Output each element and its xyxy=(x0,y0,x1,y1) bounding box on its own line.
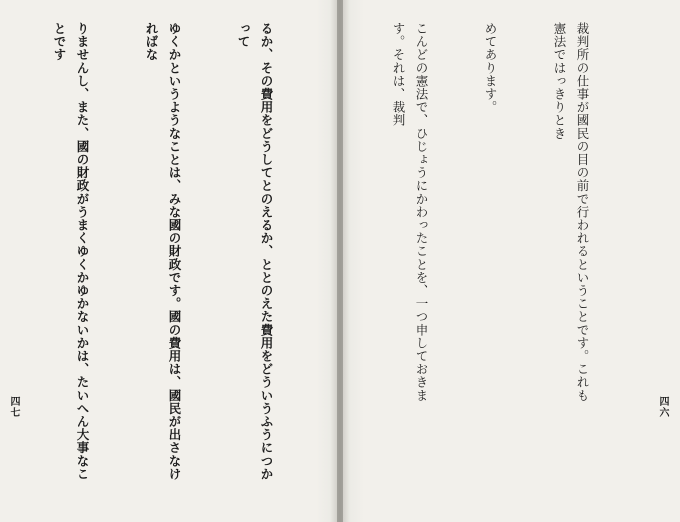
text-column: るか、その費用をどうしてとのえるか、ととのえた費用をどういうふうにつかって xyxy=(236,22,274,481)
left-page-body xyxy=(24,22,324,492)
page-number-right: 四六 xyxy=(657,396,668,418)
right-page xyxy=(340,0,680,522)
text-column: こんどの憲法で、ひじょうにかわったことを、一つ申しておきます。それは、裁判 xyxy=(391,22,429,402)
text-column xyxy=(0,22,2,492)
right-page-body xyxy=(360,22,640,412)
text-column: めてあります。 xyxy=(483,22,498,114)
page-number-left: 四七 xyxy=(8,396,19,418)
text-column: ゆくかというようなことは、みな國の財政です。國の費用は、國民が出さなければな xyxy=(144,22,182,481)
book-gutter xyxy=(337,0,343,522)
text-column: 裁判所の仕事が國民の目の前で行われるということです。これも憲法ではっきりとき xyxy=(552,22,590,402)
text-column: りませんし、また、國の財政がうまくゆくかゆかないかは、たいへん大事なことです xyxy=(52,22,90,481)
